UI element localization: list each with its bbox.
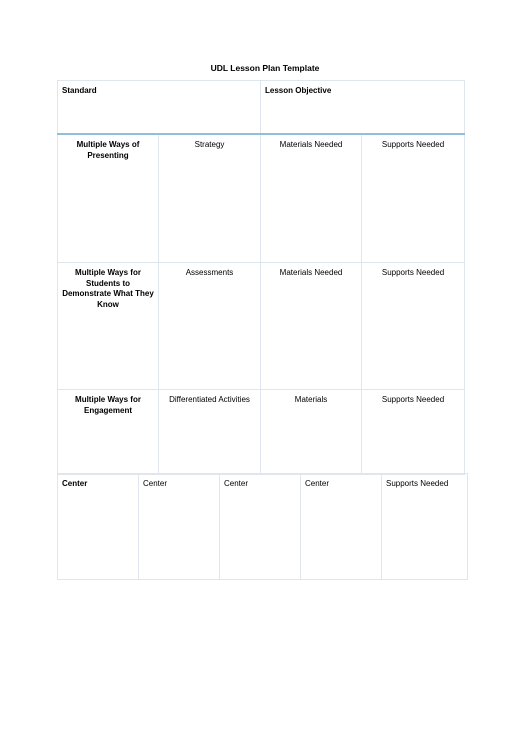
assessments-cell[interactable]: Assessments <box>159 263 261 390</box>
row-label-engagement: Multiple Ways for Engagement <box>58 390 159 475</box>
row-label-demonstrate: Multiple Ways for Students to Demonstrate What They Know <box>58 263 159 390</box>
materials-cell[interactable]: Materials <box>261 390 362 475</box>
center-cell-4[interactable]: Center <box>301 474 382 580</box>
materials-needed-cell[interactable]: Materials Needed <box>261 263 362 390</box>
differentiated-activities-cell[interactable]: Differentiated Activities <box>159 390 261 475</box>
supports-needed-cell[interactable]: Supports Needed <box>362 263 465 390</box>
materials-needed-cell[interactable]: Materials Needed <box>261 134 362 263</box>
lesson-objective-cell[interactable]: Lesson Objective <box>261 81 465 135</box>
standard-cell[interactable]: Standard <box>58 81 261 135</box>
center-cell-1[interactable]: Center <box>58 474 139 580</box>
document-title: UDL Lesson Plan Template <box>210 63 320 73</box>
center-cell-3[interactable]: Center <box>220 474 301 580</box>
center-supports-needed-cell[interactable]: Supports Needed <box>382 474 468 580</box>
presenting-row <box>58 134 465 263</box>
strategy-cell[interactable]: Strategy <box>159 134 261 263</box>
centers-table <box>57 473 468 580</box>
centers-row <box>58 474 468 580</box>
demonstrate-row <box>58 263 465 390</box>
standard-objective-row <box>58 81 465 135</box>
engagement-row <box>58 390 465 475</box>
supports-needed-cell[interactable]: Supports Needed <box>362 134 465 263</box>
lesson-plan-table <box>57 80 465 475</box>
supports-needed-cell[interactable]: Supports Needed <box>362 390 465 475</box>
center-cell-2[interactable]: Center <box>139 474 220 580</box>
row-label-presenting: Multiple Ways of Presenting <box>58 134 159 263</box>
